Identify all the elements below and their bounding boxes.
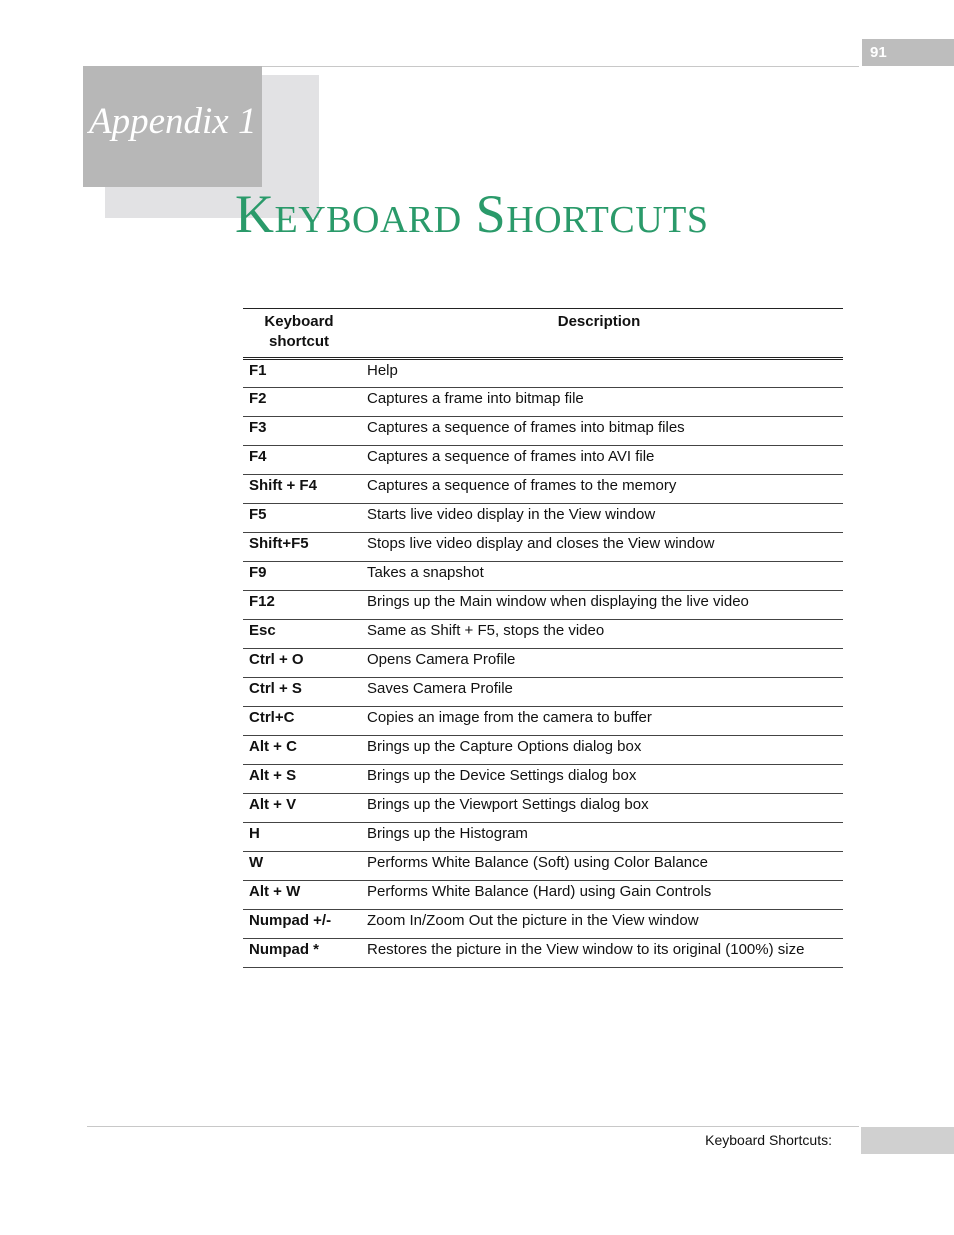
shortcut-key: F12	[243, 591, 355, 620]
footer-box	[861, 1127, 954, 1154]
shortcut-key: Ctrl + S	[243, 678, 355, 707]
shortcut-key: Shift+F5	[243, 533, 355, 562]
shortcut-key: W	[243, 852, 355, 881]
table-row	[243, 591, 843, 620]
shortcut-key: F2	[243, 388, 355, 417]
table-row	[243, 417, 843, 446]
shortcut-description: Saves Camera Profile	[355, 678, 843, 707]
chapter-title: Keyboard Shortcuts	[235, 184, 709, 244]
column-header-description: Description	[355, 309, 843, 359]
shortcut-description: Brings up the Device Settings dialog box	[355, 765, 843, 794]
shortcut-description: Captures a frame into bitmap file	[355, 388, 843, 417]
shortcut-description: Performs White Balance (Hard) using Gain Controls	[355, 881, 843, 910]
appendix-block	[83, 66, 262, 187]
shortcut-key: Numpad +/-	[243, 910, 355, 939]
shortcut-key: F9	[243, 562, 355, 591]
footer-rule	[87, 1126, 859, 1127]
shortcut-key: Ctrl + O	[243, 649, 355, 678]
table-row	[243, 939, 843, 968]
shortcut-description: Performs White Balance (Soft) using Color Balance	[355, 852, 843, 881]
table-row	[243, 852, 843, 881]
table-row	[243, 765, 843, 794]
shortcut-description: Captures a sequence of frames into AVI file	[355, 446, 843, 475]
shortcut-description: Restores the picture in the View window to its original (100%) size	[355, 939, 843, 968]
shortcut-key: F3	[243, 417, 355, 446]
shortcut-description: Brings up the Viewport Settings dialog box	[355, 794, 843, 823]
shortcut-key: Esc	[243, 620, 355, 649]
shortcut-key: Alt + W	[243, 881, 355, 910]
table-row	[243, 707, 843, 736]
table-row	[243, 533, 843, 562]
shortcut-key: Alt + S	[243, 765, 355, 794]
column-header-shortcut: Keyboard shortcut	[243, 309, 355, 359]
shortcut-description: Opens Camera Profile	[355, 649, 843, 678]
table-row	[243, 475, 843, 504]
shortcut-description: Takes a snapshot	[355, 562, 843, 591]
shortcut-key: Ctrl+C	[243, 707, 355, 736]
shortcut-description: Captures a sequence of frames into bitmap files	[355, 417, 843, 446]
shortcut-description: Zoom In/Zoom Out the picture in the View window	[355, 910, 843, 939]
table-row	[243, 649, 843, 678]
shortcuts-table	[243, 308, 843, 968]
shortcut-description: Captures a sequence of frames to the memory	[355, 475, 843, 504]
shortcut-key: Alt + C	[243, 736, 355, 765]
table-row	[243, 446, 843, 475]
table-row	[243, 562, 843, 591]
table-row	[243, 504, 843, 533]
shortcut-description: Copies an image from the camera to buffer	[355, 707, 843, 736]
table-row	[243, 359, 843, 388]
shortcut-key: Shift + F4	[243, 475, 355, 504]
shortcut-key: F4	[243, 446, 355, 475]
table-row	[243, 388, 843, 417]
table-row	[243, 910, 843, 939]
table-row	[243, 620, 843, 649]
appendix-label: Appendix 1	[89, 101, 257, 142]
footer-text: Keyboard Shortcuts:	[705, 1132, 832, 1148]
shortcut-description: Brings up the Histogram	[355, 823, 843, 852]
shortcut-description: Brings up the Capture Options dialog box	[355, 736, 843, 765]
shortcut-description: Same as Shift + F5, stops the video	[355, 620, 843, 649]
table-row	[243, 823, 843, 852]
table-header-row	[243, 309, 843, 359]
table-row	[243, 794, 843, 823]
shortcut-key: F5	[243, 504, 355, 533]
table-row	[243, 678, 843, 707]
page-number: 91	[862, 39, 954, 66]
shortcut-key: Alt + V	[243, 794, 355, 823]
table-row	[243, 881, 843, 910]
shortcut-description: Starts live video display in the View window	[355, 504, 843, 533]
shortcut-description: Brings up the Main window when displaying the live video	[355, 591, 843, 620]
shortcut-key: H	[243, 823, 355, 852]
shortcut-key: Numpad *	[243, 939, 355, 968]
shortcut-description: Stops live video display and closes the View window	[355, 533, 843, 562]
table-row	[243, 736, 843, 765]
shortcut-key: F1	[243, 359, 355, 388]
shortcut-description: Help	[355, 359, 843, 388]
